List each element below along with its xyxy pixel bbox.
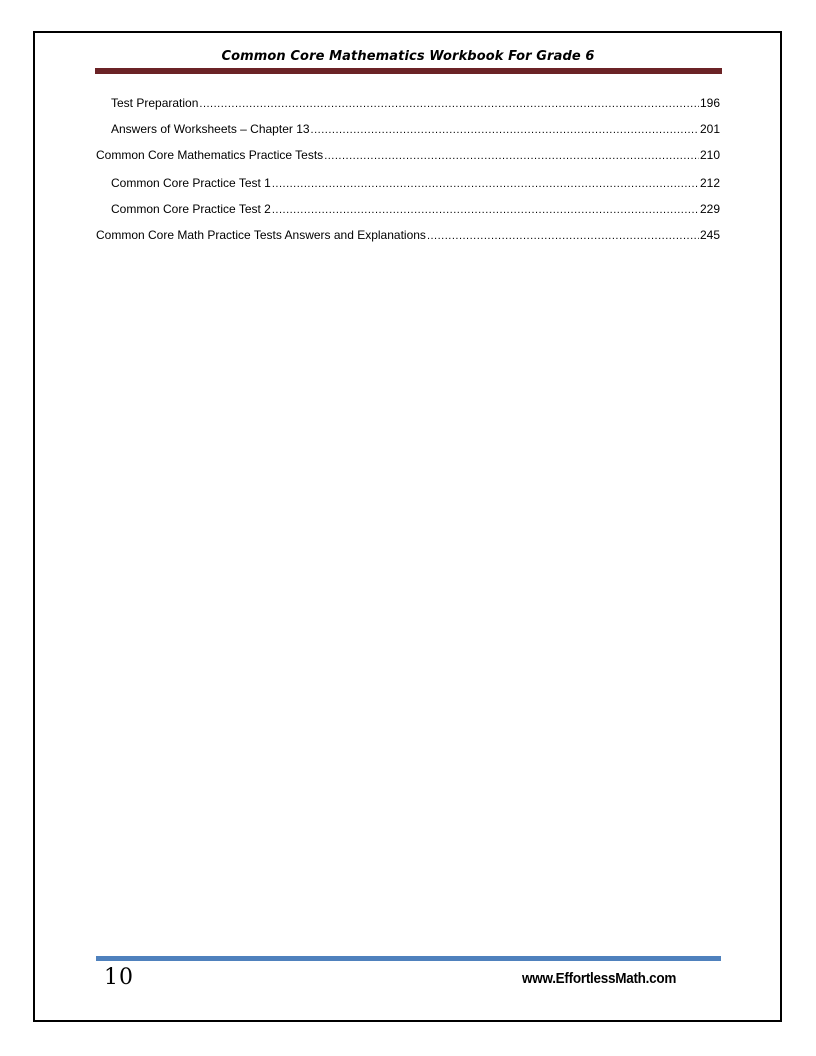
footer-page-number: 10	[104, 965, 134, 990]
header-rule	[95, 68, 722, 74]
toc-page-number: 229	[699, 202, 720, 216]
toc-leader-dots	[199, 96, 699, 112]
toc-entry-practice-tests[interactable]	[96, 147, 720, 164]
footer-rule	[96, 956, 721, 961]
running-header-title: Common Core Mathematics Workbook For Grade 6	[221, 49, 595, 64]
toc-leader-dots	[427, 228, 699, 244]
toc-entry-answers-explanations[interactable]	[96, 227, 720, 244]
footer-website: www.EffortlessMath.com	[522, 970, 677, 987]
toc-entry-answers-chapter-13[interactable]	[96, 121, 720, 138]
toc-page-number: 201	[699, 122, 720, 136]
toc-page-number: 245	[699, 228, 720, 242]
toc-leader-dots	[324, 148, 699, 164]
toc-entry-practice-test-2[interactable]	[96, 201, 720, 218]
toc-entry-label: Test Preparation	[111, 96, 199, 110]
toc-leader-dots	[272, 176, 699, 192]
toc-entry-label: Answers of Worksheets – Chapter 13	[111, 122, 310, 136]
toc-entry-test-preparation[interactable]	[96, 95, 720, 112]
toc-entry-label: Common Core Mathematics Practice Tests	[96, 148, 324, 162]
toc-page-number: 212	[699, 176, 720, 190]
toc-entry-label: Common Core Practice Test 2	[111, 202, 271, 216]
toc-leader-dots	[272, 202, 699, 218]
toc-entry-practice-test-1[interactable]	[96, 175, 720, 192]
toc-page-number: 196	[699, 96, 720, 110]
toc-leader-dots	[311, 122, 699, 138]
toc-entry-label: Common Core Practice Test 1	[111, 176, 271, 190]
toc-page-number: 210	[699, 148, 720, 162]
toc-entry-label: Common Core Math Practice Tests Answers and Explanations	[96, 228, 426, 242]
